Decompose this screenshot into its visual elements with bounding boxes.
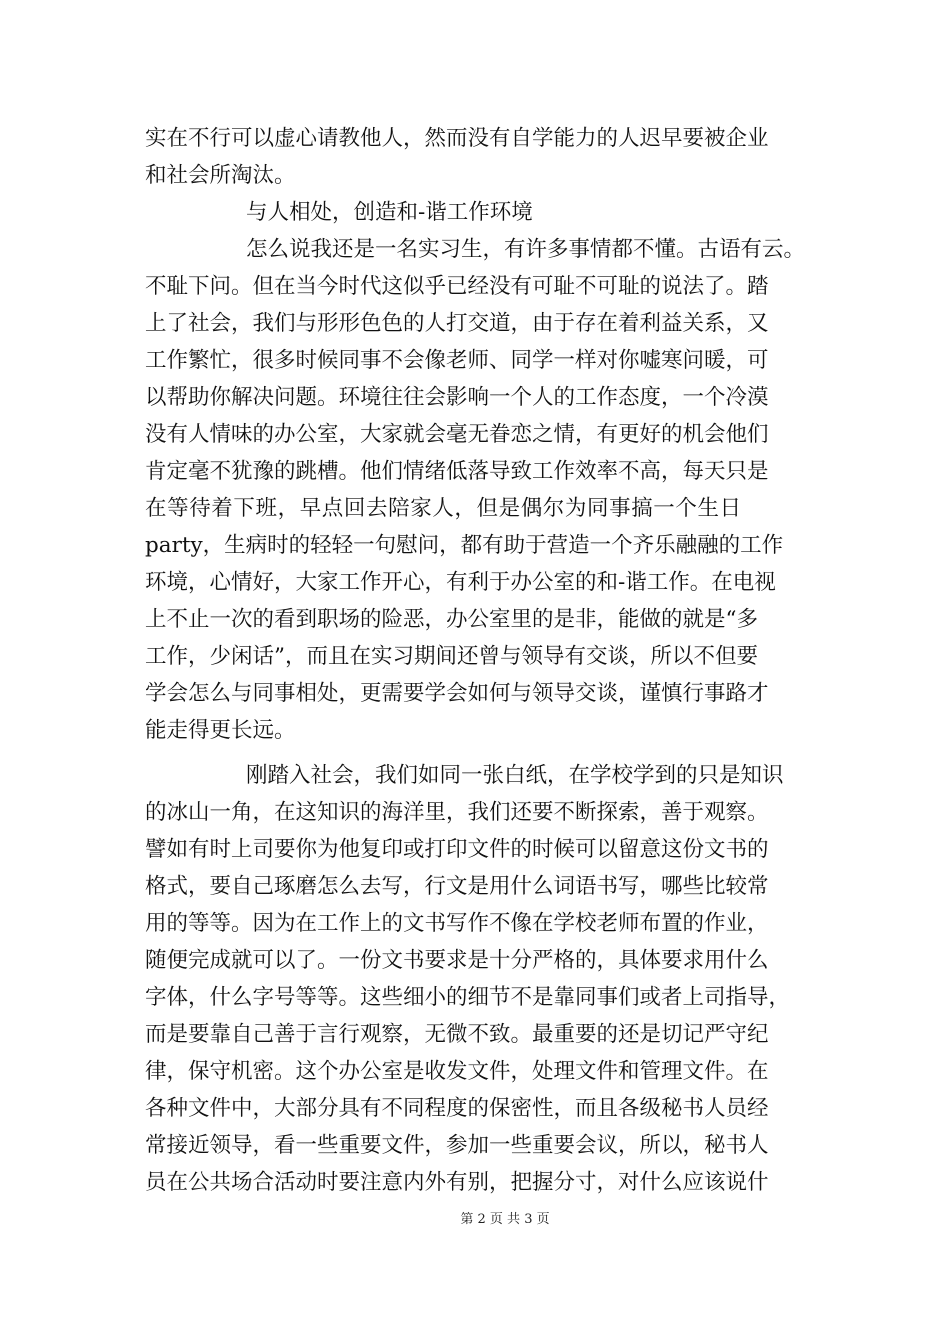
text-line: party，生病时的轻轻一句慰问，都有助于营造一个齐乐融融的工作 <box>145 533 784 558</box>
text-line: 工作繁忙，很多时候同事不会像老师、同学一样对你嘘寒问暖，可 <box>145 348 769 373</box>
text-line: 律，保守机密。这个办公室是收发文件，处理文件和管理文件。在 <box>145 1059 769 1084</box>
text-line: 用的等等。因为在工作上的文书写作不像在学校老师布置的作业， <box>145 911 769 936</box>
text-line: 和社会所淘汰。 <box>145 163 296 188</box>
text-line: 以帮助你解决问题。环境往往会影响一个人的工作态度，一个冷漠 <box>145 385 769 410</box>
section-heading: 与人相处，创造和-谐工作环境 <box>246 200 533 225</box>
text-line: 譬如有时上司要你为他复印或打印文件的时候可以留意这份文书的 <box>145 837 769 862</box>
text-line: 在等待着下班，早点回去陪家人，但是偶尔为同事搞一个生日 <box>145 496 742 521</box>
text-line: 肯定毫不犹豫的跳槽。他们情绪低落导致工作效率不高，每天只是 <box>145 459 769 484</box>
text-line: 上不止一次的看到职场的险恶，办公室里的是非，能做的就是“多 <box>145 607 758 632</box>
text-line: 实在不行可以虚心请教他人，然而没有自学能力的人迟早要被企业 <box>145 126 769 151</box>
text-line: 上了社会，我们与形形色色的人打交道，由于存在着利益关系，又 <box>145 311 769 336</box>
text-line: 的冰山一角，在这知识的海洋里，我们还要不断探索，善于观察。 <box>145 800 769 825</box>
text-line: 随便完成就可以了。一份文书要求是十分严格的，具体要求用什么 <box>145 948 769 973</box>
page-number-footer: 第 2 页 共 3 页 <box>460 1212 550 1227</box>
text-line: 能走得更长远。 <box>145 718 296 743</box>
text-line: 工作，少闲话”，而且在实习期间还曾与领导有交谈，所以不但要 <box>145 644 758 669</box>
text-line: 各种文件中，大部分具有不同程度的保密性，而且各级秘书人员经 <box>145 1096 769 1121</box>
text-line: 学会怎么与同事相处，更需要学会如何与领导交谈，谨慎行事路才 <box>145 681 769 706</box>
text-line: 员在公共场合活动时要注意内外有别，把握分寸，对什么应该说什 <box>145 1170 769 1195</box>
text-line: 怎么说我还是一名实习生，有许多事情都不懂。古语有云。 <box>246 237 806 262</box>
text-line: 刚踏入社会，我们如同一张白纸，在学校学到的只是知识 <box>246 763 784 788</box>
text-line: 没有人情味的办公室，大家就会毫无眷恋之情，有更好的机会他们 <box>145 422 769 447</box>
text-line: 常接近领导，看一些重要文件，参加一些重要会议，所以，秘书人 <box>145 1133 769 1158</box>
text-line: 而是要靠自己善于言行观察，无微不致。最重要的还是切记严守纪 <box>145 1022 769 1047</box>
text-line: 环境，心情好，大家工作开心，有利于办公室的和-谐工作。在电视 <box>145 570 776 595</box>
text-line: 不耻下问。但在当今时代这似乎已经没有可耻不可耻的说法了。踏 <box>145 274 769 299</box>
text-line: 格式，要自己琢磨怎么去写，行文是用什么词语书写，哪些比较常 <box>145 874 769 899</box>
text-line: 字体，什么字号等等。这些细小的细节不是靠同事们或者上司指导， <box>145 985 791 1010</box>
